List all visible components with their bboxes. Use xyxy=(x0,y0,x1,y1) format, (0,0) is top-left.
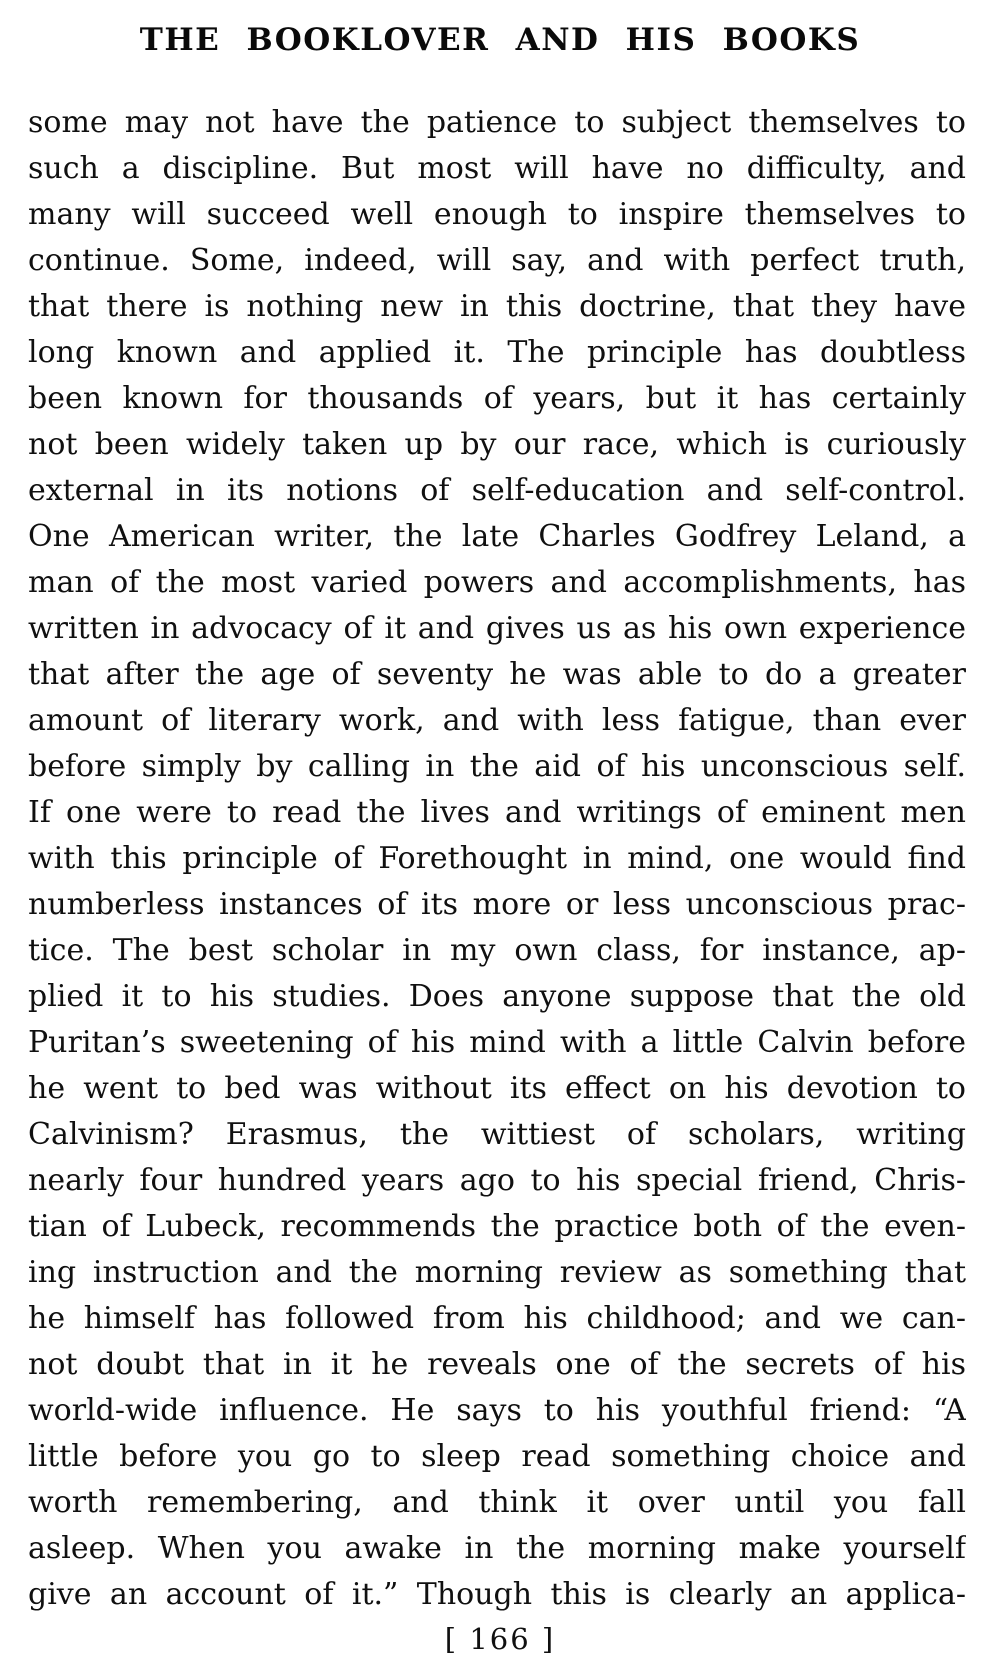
text-line: long known and applied it. The principle has doubtless xyxy=(28,335,966,370)
text-line: been known for thousands of years, but it has certainly xyxy=(28,381,966,416)
text-line: not doubt that in it he reveals one of the secrets of his xyxy=(28,1347,966,1382)
text-line: worth remembering, and think it over until you fall xyxy=(28,1485,966,1520)
page-number: [ 166 ] xyxy=(444,1622,556,1656)
text-line: amount of literary work, and with less fatigue, than ever xyxy=(28,703,966,738)
text-line: nearly four hundred years ago to his special friend, Chris- xyxy=(28,1163,966,1198)
text-line: external in its notions of self-education and self-control. xyxy=(28,473,966,508)
text-line: man of the most varied powers and accomplishments, has xyxy=(28,565,966,600)
text-line: written in advocacy of it and gives us as his own experience xyxy=(28,611,966,646)
text-line: not been widely taken up by our race, which is curiously xyxy=(28,427,966,462)
text-line: such a discipline. But most will have no difficulty, and xyxy=(28,151,966,186)
text-line: before simply by calling in the aid of his unconscious self. xyxy=(28,749,966,784)
text-line: that there is nothing new in this doctrine, that they have xyxy=(28,289,966,324)
text-line: asleep. When you awake in the morning make yourself xyxy=(28,1531,966,1566)
text-line: tice. The best scholar in my own class, for instance, ap- xyxy=(28,933,966,968)
text-line: One American writer, the late Charles Godfrey Leland, a xyxy=(28,519,966,554)
text-line: numberless instances of its more or less unconscious prac- xyxy=(28,887,966,922)
text-line: he went to bed was without its effect on his devotion to xyxy=(28,1071,966,1106)
text-line: give an account of it.” Though this is clearly an applica- xyxy=(28,1577,966,1612)
text-line: that after the age of seventy he was able to do a greater xyxy=(28,657,966,692)
text-line: tian of Lubeck, recommends the practice both of the even- xyxy=(28,1209,966,1244)
text-line: continue. Some, indeed, will say, and with perfect truth, xyxy=(28,243,966,278)
text-line: many will succeed well enough to inspire themselves to xyxy=(28,197,966,232)
running-header: THE BOOKLOVER AND HIS BOOKS xyxy=(139,22,861,58)
text-line: If one were to read the lives and writings of eminent men xyxy=(28,795,966,830)
text-line: he himself has followed from his childhood; and we can- xyxy=(28,1301,966,1336)
text-line: ing instruction and the morning review as something that xyxy=(28,1255,966,1290)
text-line: Puritan’s sweetening of his mind with a little Calvin before xyxy=(28,1025,966,1060)
text-line: little before you go to sleep read something choice and xyxy=(28,1439,966,1474)
text-line: world-wide influence. He says to his youthful friend: “A xyxy=(28,1393,966,1428)
text-line: plied it to his studies. Does anyone suppose that the old xyxy=(28,979,966,1014)
text-line: some may not have the patience to subject themselves to xyxy=(28,105,966,140)
body-text xyxy=(0,100,1000,1618)
text-line: with this principle of Forethought in mind, one would find xyxy=(28,841,966,876)
text-line: Calvinism? Erasmus, the wittiest of scholars, writing xyxy=(28,1117,966,1152)
